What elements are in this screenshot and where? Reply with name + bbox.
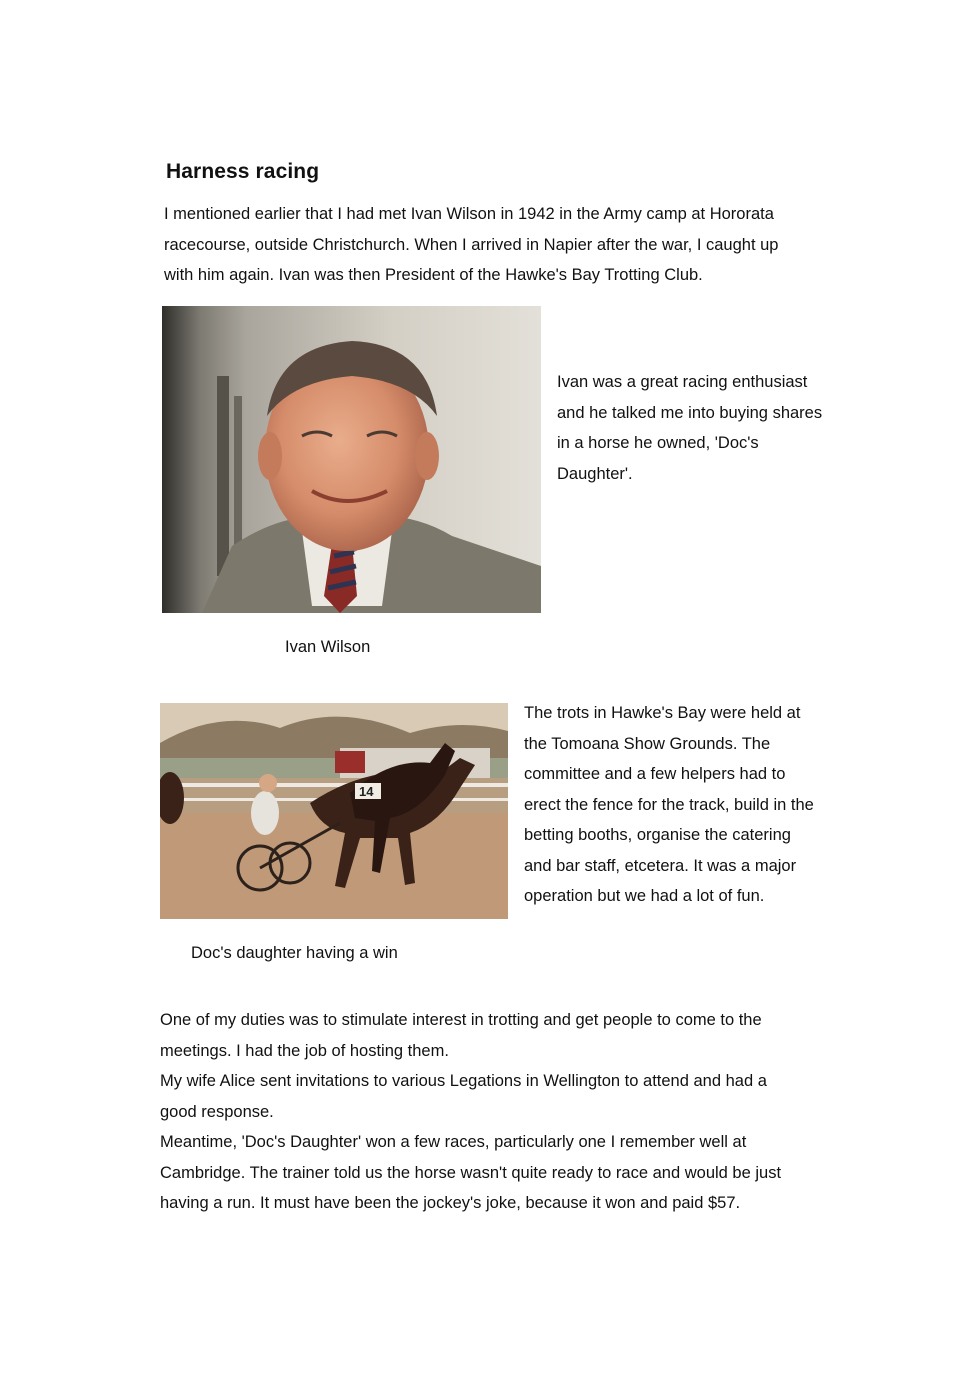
intro-paragraph xyxy=(164,199,884,291)
side-line: Ivan was a great racing enthusiast xyxy=(557,373,808,391)
side-line: betting booths, organise the catering xyxy=(524,826,791,844)
side-line: erect the fence for the track, build in the xyxy=(524,795,814,814)
intro-line: racecourse, outside Christchurch. When I arrived in Napier after the war, I caught up xyxy=(164,235,779,254)
race-illustration xyxy=(160,703,508,919)
closing-line: meetings. I had the job of hosting them. xyxy=(160,1041,449,1060)
side-text-ivan xyxy=(557,367,877,489)
side-line: operation but we had a lot of fun. xyxy=(524,887,765,905)
photo-caption-race: Doc's daughter having a win xyxy=(191,944,398,962)
side-line: committee and a few helpers had to xyxy=(524,765,786,783)
closing-line: One of my duties was to stimulate interest in trotting and get people to come to the xyxy=(160,1011,762,1029)
page-heading: Harness racing xyxy=(166,160,320,183)
side-line: Daughter'. xyxy=(557,464,633,483)
side-line: and bar staff, etcetera. It was a major xyxy=(524,856,797,875)
intro-line: I mentioned earlier that I had met Ivan Wilson in 1942 in the Army camp at Hororata xyxy=(164,205,774,223)
side-line: the Tomoana Show Grounds. The xyxy=(524,734,771,753)
closing-line: good response. xyxy=(160,1102,274,1121)
side-line: and he talked me into buying shares xyxy=(557,403,823,422)
side-text-trots xyxy=(524,698,884,912)
side-line: The trots in Hawke's Bay were held at xyxy=(524,704,801,722)
closing-line: Cambridge. The trainer told us the horse wasn't quite ready to race and would be just xyxy=(160,1163,782,1182)
saddlecloth-number: 14 xyxy=(359,784,374,799)
intro-line: with him again. Ivan was then President of the Hawke's Bay Trotting Club. xyxy=(164,266,703,284)
portrait-illustration xyxy=(162,306,541,613)
side-line: in a horse he owned, 'Doc's xyxy=(557,434,759,452)
race-photo xyxy=(160,703,508,919)
closing-line: Meantime, 'Doc's Daughter' won a few races, particularly one I remember well at xyxy=(160,1133,747,1151)
closing-line: having a run. It must have been the jockey's joke, because it won and paid $57. xyxy=(160,1194,741,1212)
ivan-wilson-photo xyxy=(162,306,541,613)
photo-caption-ivan: Ivan Wilson xyxy=(285,638,371,656)
closing-paragraph xyxy=(160,1005,880,1219)
closing-line: My wife Alice sent invitations to various Legations in Wellington to attend and had a xyxy=(160,1072,767,1090)
